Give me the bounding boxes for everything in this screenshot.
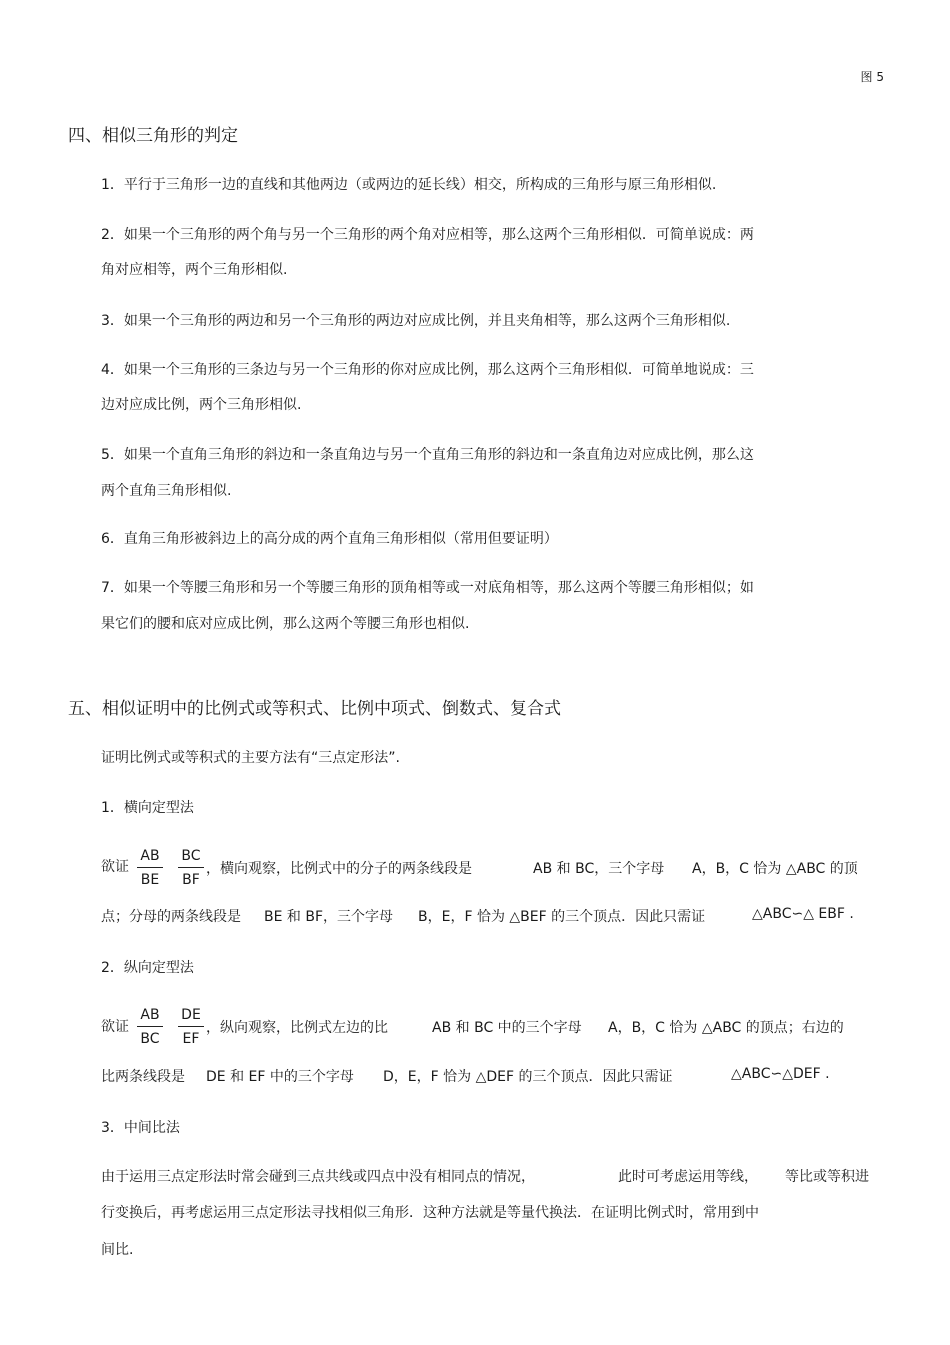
fraction-bc-bf (178, 848, 204, 888)
figure-label: 图 5 (860, 70, 884, 84)
fraction-bar (137, 1026, 163, 1027)
criterion-4-line-1: 4．如果一个三角形的三条边与另一个三角形的你对应成比例，那么这两个三角形相似．可简单地说成：三 (101, 362, 754, 378)
method-2-text-f: D，E，F 恰为 △DEF 的三个顶点．因此只需证 (383, 1069, 673, 1085)
fraction-numerator: DE (181, 1007, 201, 1023)
method-1-prefix: 欲证 (101, 859, 129, 875)
criterion-7-line-2: 果它们的腰和底对应成比例，那么这两个等腰三角形也相似. (101, 616, 470, 632)
fraction-de-ef (178, 1007, 204, 1047)
method-2-text-b: AB 和 BC 中的三个字母 (432, 1020, 582, 1036)
criterion-6: 6．直角三角形被斜边上的高分成的两个直角三角形相似（常用但要证明） (101, 531, 558, 547)
fraction-numerator: BC (181, 848, 201, 864)
method-2-title: 2．纵向定型法 (101, 960, 194, 976)
fraction-denominator: BF (182, 872, 200, 888)
criterion-1: 1．平行于三角形一边的直线和其他两边（或两边的延长线）相交，所构成的三角形与原三角形相似. (101, 177, 717, 193)
fraction-bar (178, 1026, 204, 1027)
method-3-line-2: 行变换后，再考虑运用三点定形法寻找相似三角形．这种方法就是等量代换法．在证明比例式时，常用到中 (101, 1205, 759, 1221)
method-3-title: 3．中间比法 (101, 1120, 180, 1136)
fraction-denominator: EF (182, 1031, 200, 1047)
method-1-title: 1．横向定型法 (101, 800, 194, 816)
criterion-3: 3．如果一个三角形的两边和另一个三角形的两边对应成比例，并且夹角相等，那么这两个三角形相似. (101, 313, 731, 329)
method-3-line-1-c: 等比或等积进 (785, 1169, 869, 1185)
fraction-numerator: AB (140, 848, 160, 864)
method-1-text-e: BE 和 BF，三个字母 (264, 909, 394, 925)
criterion-4-line-2: 边对应成比例，两个三角形相似. (101, 397, 302, 413)
method-1-text-c: A，B，C 恰为 △ABC 的顶 (692, 861, 858, 877)
method-1-text-b: AB 和 BC，三个字母 (533, 861, 665, 877)
fraction-bar (137, 867, 163, 868)
method-2-text-g: △ABC∽△DEF . (731, 1066, 830, 1082)
method-1-text-g: △ABC∽△ EBF . (752, 906, 854, 922)
method-1-text-f: B，E，F 恰为 △BEF 的三个顶点．因此只需证 (418, 909, 706, 925)
method-1-text-a: ，横向观察，比例式中的分子的两条线段是 (206, 861, 472, 877)
method-1-text-d: 点；分母的两条线段是 (101, 909, 241, 925)
criterion-2-line-1: 2．如果一个三角形的两个角与另一个三角形的两个角对应相等，那么这两个三角形相似．可简单说成：两 (101, 227, 754, 243)
fraction-denominator: BE (140, 872, 160, 888)
section-5-title: 五、相似证明中的比例式或等积式、比例中项式、倒数式、复合式 (68, 699, 561, 719)
criterion-2-line-2: 角对应相等，两个三角形相似. (101, 262, 288, 278)
section-4-title: 四、相似三角形的判定 (68, 126, 238, 146)
criterion-7-line-1: 7．如果一个等腰三角形和另一个等腰三角形的顶角相等或一对底角相等，那么这两个等腰三角形相似；如 (101, 580, 754, 596)
method-2-prefix: 欲证 (101, 1019, 129, 1035)
fraction-denominator: BC (140, 1031, 160, 1047)
section-5-intro: 证明比例式或等积式的主要方法有“三点定形法”. (101, 750, 400, 766)
method-2-text-c: A，B，C 恰为 △ABC 的顶点；右边的 (608, 1020, 844, 1036)
method-3-line-1-b: 此时可考虑运用等线， (618, 1169, 758, 1185)
fraction-bar (178, 867, 204, 868)
criterion-5-line-2: 两个直角三角形相似. (101, 483, 232, 499)
method-2-text-a: ，纵向观察，比例式左边的比 (206, 1020, 388, 1036)
method-2-text-d: 比两条线段是 (101, 1069, 185, 1085)
method-3-line-1-a: 由于运用三点定形法时常会碰到三点共线或四点中没有相同点的情况， (101, 1169, 535, 1185)
fraction-ab-be (137, 848, 163, 888)
fraction-numerator: AB (140, 1007, 160, 1023)
method-3-line-3: 间比. (101, 1242, 134, 1258)
method-2-text-e: DE 和 EF 中的三个字母 (206, 1069, 354, 1085)
criterion-5-line-1: 5．如果一个直角三角形的斜边和一条直角边与另一个直角三角形的斜边和一条直角边对应成比例，那么这 (101, 447, 754, 463)
fraction-ab-bc (137, 1007, 163, 1047)
